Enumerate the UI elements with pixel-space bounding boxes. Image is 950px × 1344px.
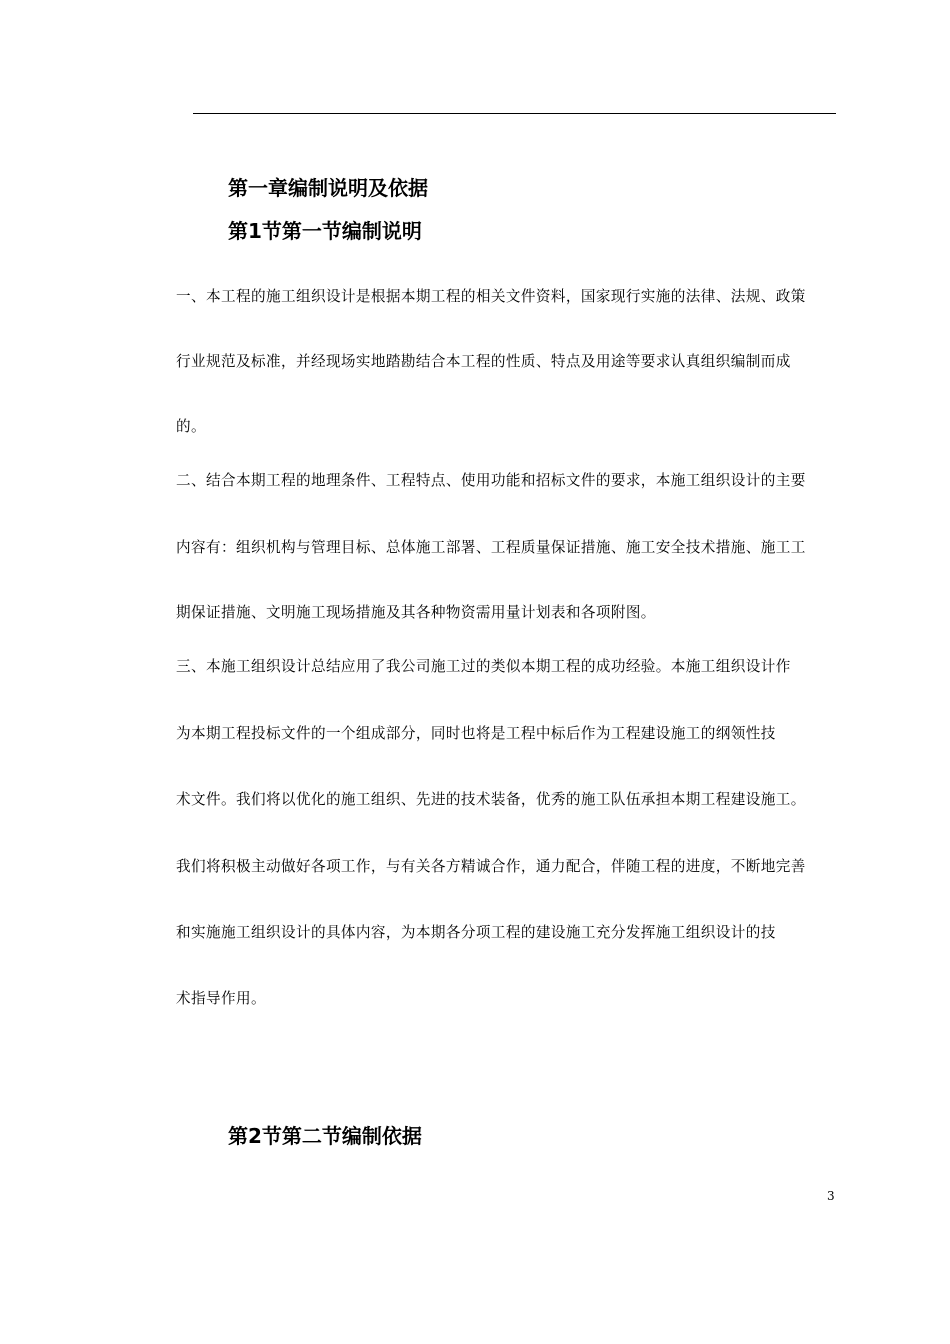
paragraph-line: 期保证措施、文明施工现场措施及其各种物资需用量计划表和各项附图。 [176,604,656,621]
paragraph-line: 内容有：组织机构与管理目标、总体施工部署、工程质量保证措施、施工安全技术措施、施工工 [176,539,806,556]
section-2-title: 第2节第二节编制依据 [228,1124,422,1148]
section-1-title: 第1节第一节编制说明 [228,219,422,243]
paragraph-line: 和实施施工组织设计的具体内容，为本期各分项工程的建设施工充分发挥施工组织设计的技 [176,924,776,941]
paragraph-line: 我们将积极主动做好各项工作，与有关各方精诚合作，通力配合，伴随工程的进度，不断地完善 [176,858,806,875]
paragraph-line: 一、本工程的施工组织设计是根据本期工程的相关文件资料，国家现行实施的法律、法规、政策 [176,288,806,305]
paragraph-line: 的。 [176,418,206,435]
paragraph-line: 术文件。我们将以优化的施工组织、先进的技术装备，优秀的施工队伍承担本期工程建设施工。 [176,791,806,808]
paragraph-line: 术指导作用。 [176,990,266,1007]
page-number: 3 [827,1189,835,1203]
header-rule [193,113,836,114]
paragraph-line: 二、结合本期工程的地理条件、工程特点、使用功能和招标文件的要求，本施工组织设计的主要 [176,472,806,489]
paragraph-line: 行业规范及标准，并经现场实地踏勘结合本工程的性质、特点及用途等要求认真组织编制而成 [176,353,791,370]
chapter-title: 第一章编制说明及依据 [228,176,428,200]
paragraph-line: 为本期工程投标文件的一个组成部分，同时也将是工程中标后作为工程建设施工的纲领性技 [176,725,776,742]
paragraph-line: 三、本施工组织设计总结应用了我公司施工过的类似本期工程的成功经验。本施工组织设计作 [176,658,791,675]
